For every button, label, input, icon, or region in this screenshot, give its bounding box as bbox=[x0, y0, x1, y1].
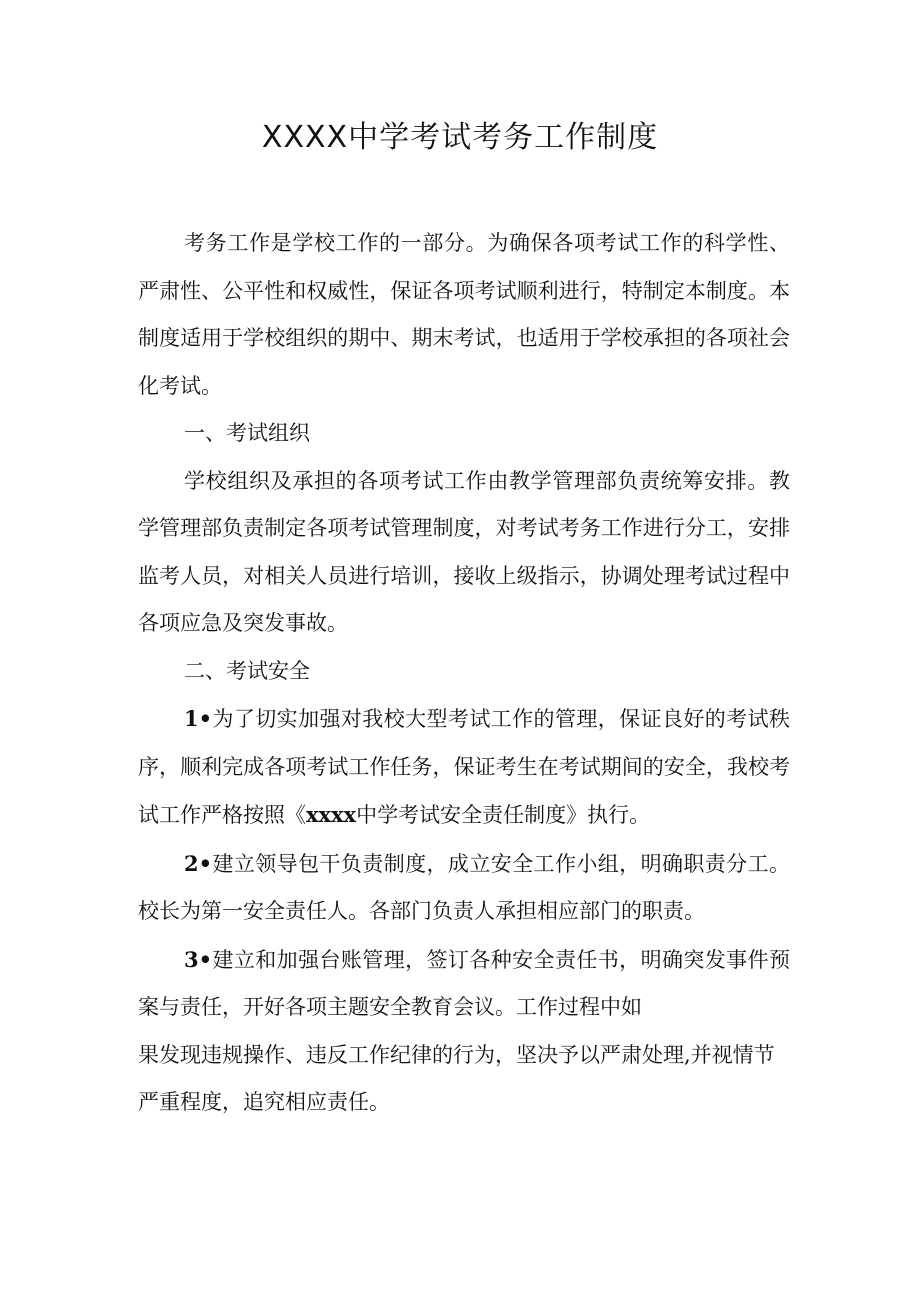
safety-item-1 bbox=[138, 695, 790, 840]
item-text-after: 中学考试安全责任制度》执行。 bbox=[356, 803, 651, 827]
item-text: 建立领导包干负责制度，成立安全工作小组，明确职责分工。校长为第一安全责任人。各部门负责人承担相应部门的职责。 bbox=[138, 851, 790, 923]
item-text: 建立和加强台账管理，签订各种安全责任书，明确突发事件预案与责任，开好各项主题安全教育会议。工作过程中如 bbox=[138, 947, 790, 1019]
item-inline-bold: xxxx bbox=[306, 802, 357, 827]
item-number: 3• bbox=[184, 946, 213, 972]
organization-paragraph: 学校组织及承担的各项考试工作由教学管理部负责统筹安排。教学管理部负责制定各项考试管理制度，对考试考务工作进行分工，安排监考人员，对相关人员进行培训，接收上级指示，协调处理考试过程中各项应急及突发事故。 bbox=[138, 468, 790, 635]
document-title: XXXX中学考试考务工作制度 bbox=[261, 120, 659, 155]
safety-item-2 bbox=[138, 840, 790, 936]
section-heading-organization: 一、考试组织 bbox=[184, 421, 310, 445]
document-body bbox=[138, 220, 790, 1127]
item-number: 1• bbox=[184, 706, 213, 731]
item-text: 为了切实加强对我校大型考试工作的管理，保证良好的考试秩序，顺利完成各项考试工作任务，保证考生在考试期间的安全，我校考试工作严格按照《 bbox=[138, 707, 790, 827]
section-heading-safety: 二、考试安全 bbox=[184, 658, 310, 683]
intro-paragraph: 考务工作是学校工作的一部分。为确保各项考试工作的科学性、严肃性、公平性和权威性，保证各项考试顺利进行，特制定本制度。本制度适用于学校组织的期中、期末考试，也适用于学校承担的各项社会化考试。 bbox=[138, 231, 790, 398]
safety-item-3-continuation: 果发现违规操作、违反工作纪律的行为，坚决予以严肃处理,并视情节严重程度，追究相应责任。 bbox=[138, 1042, 775, 1114]
safety-item-3 bbox=[138, 936, 790, 1032]
item-number: 2• bbox=[184, 850, 213, 876]
